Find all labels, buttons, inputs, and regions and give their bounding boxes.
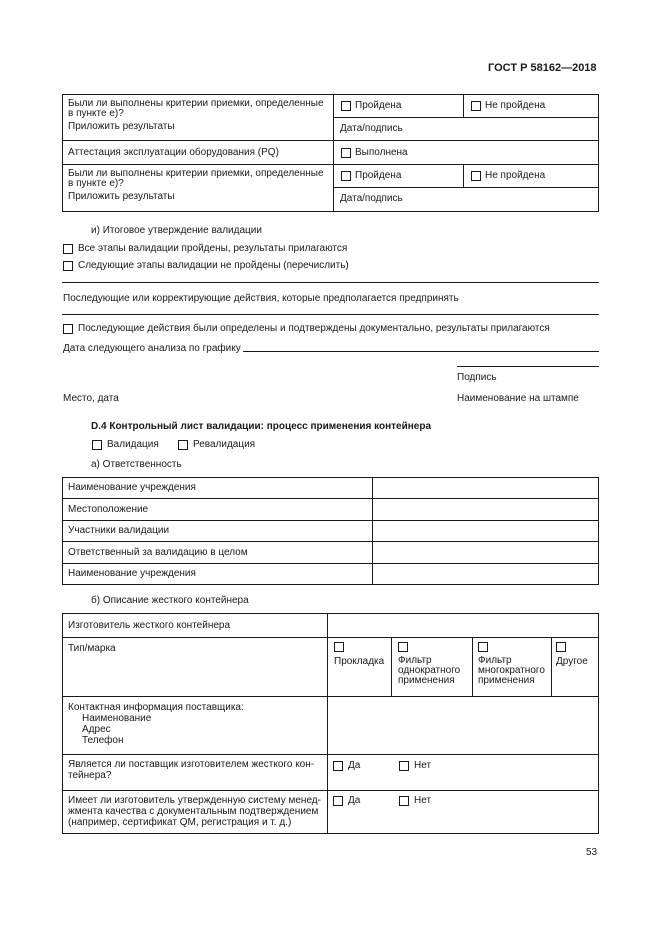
acceptance-question-1: Были ли выполнены критерии приемки, определенные в пункте е)?	[68, 98, 324, 119]
passed-checkbox-2[interactable]	[341, 171, 351, 181]
qm-question: Имеет ли изготовитель утвержденную систему менед- жмента качества с документальным подтверждением (например, сертификат QM, регистрация и т. д.)	[68, 795, 321, 828]
qm-no-label: Нет	[414, 795, 432, 806]
resp-value-cell[interactable]	[374, 479, 596, 497]
stages-list-line[interactable]	[62, 282, 599, 283]
filter-multi-checkbox[interactable]	[478, 642, 488, 652]
date-sign-2: Дата/подпись	[340, 193, 403, 204]
followup-documented-checkbox[interactable]	[63, 324, 73, 334]
resp-value-cell[interactable]	[374, 522, 596, 540]
supplier-yes-label: Да	[348, 760, 361, 771]
resp-row-label: Местоположение	[68, 504, 149, 515]
filter-single-label: Фильтр однократного применения	[398, 655, 461, 686]
signature-label: Подпись	[457, 372, 497, 383]
signature-line[interactable]	[457, 366, 599, 367]
section-d4-title: D.4 Контрольный лист валидации: процесс применения контейнера	[91, 421, 432, 432]
contact-item: Телефон	[82, 735, 124, 746]
resp-value-cell[interactable]	[374, 565, 596, 583]
place-date-label: Место, дата	[63, 393, 119, 404]
revalidation-checkbox[interactable]	[178, 440, 188, 450]
attach-results-1: Приложить результаты	[68, 121, 175, 132]
followup-label: Последующие или корректирующие действия, которые предполагается предпринять	[63, 293, 459, 304]
validation-label: Валидация	[107, 439, 159, 450]
page-number: 53	[586, 847, 598, 858]
pq-label: Аттестация эксплуатации оборудования (PQ)	[68, 147, 279, 158]
not-passed-checkbox-1[interactable]	[471, 101, 481, 111]
contact-value[interactable]	[329, 698, 597, 752]
not-passed-label-1: Не пройдена	[485, 100, 546, 111]
sub-a-title: а) Ответственность	[91, 459, 182, 470]
contact-title: Контактная информация поставщика:	[68, 702, 244, 713]
supplier-no-checkbox[interactable]	[399, 761, 409, 771]
qm-yes-label: Да	[348, 795, 361, 806]
other-checkbox[interactable]	[556, 642, 566, 652]
passed-checkbox-1[interactable]	[341, 101, 351, 111]
supplier-yes-checkbox[interactable]	[333, 761, 343, 771]
supplier-no-label: Нет	[414, 760, 432, 771]
gasket-checkbox[interactable]	[334, 642, 344, 652]
passed-label-2: Пройдена	[355, 170, 402, 181]
qm-no-checkbox[interactable]	[399, 796, 409, 806]
resp-row-label: Участники валидации	[68, 525, 170, 536]
section-i-title: и) Итоговое утверждение валидации	[91, 225, 262, 236]
passed-label-1: Пройдена	[355, 100, 402, 111]
filter-multi-label: Фильтр многократного применения	[478, 655, 545, 686]
attach-results-2: Приложить результаты	[68, 191, 175, 202]
stamp-name-label: Наименование на штампе	[457, 393, 579, 404]
contact-item: Наименование	[82, 713, 152, 724]
done-checkbox[interactable]	[341, 148, 351, 158]
stages-not-passed-checkbox[interactable]	[63, 261, 73, 271]
manufacturer-label: Изготовитель жесткого контейнера	[68, 620, 231, 631]
next-review-label: Дата следующего анализа по графику	[63, 343, 241, 354]
type-brand-label: Тип/марка	[68, 643, 116, 654]
all-stages-passed-label: Все этапы валидации пройдены, результаты прилагаются	[78, 243, 348, 254]
other-label: Другое	[556, 656, 588, 667]
sub-b-title: б) Описание жесткого контейнера	[91, 595, 249, 606]
qm-yes-checkbox[interactable]	[333, 796, 343, 806]
done-label: Выполнена	[355, 147, 408, 158]
revalidation-label: Ревалидация	[193, 439, 256, 450]
not-passed-label-2: Не пройдена	[485, 170, 546, 181]
resp-row-label: Наименование учреждения	[68, 482, 196, 493]
next-review-line[interactable]	[243, 351, 599, 352]
filter-single-checkbox[interactable]	[398, 642, 408, 652]
followup-line[interactable]	[62, 314, 599, 315]
resp-value-cell[interactable]	[374, 500, 596, 518]
validation-checkbox[interactable]	[92, 440, 102, 450]
contact-item: Адрес	[82, 724, 111, 735]
not-passed-checkbox-2[interactable]	[471, 171, 481, 181]
gasket-label: Прокладка	[334, 656, 385, 667]
standard-header: ГОСТ Р 58162—2018	[488, 62, 597, 74]
all-stages-passed-checkbox[interactable]	[63, 244, 73, 254]
acceptance-question-2: Были ли выполнены критерии приемки, определенные в пункте е)?	[68, 168, 324, 189]
supplier-question: Является ли поставщик изготовителем жесткого кон- тейнера?	[68, 759, 315, 781]
resp-row-label: Ответственный за валидацию в целом	[68, 547, 248, 558]
date-sign-1: Дата/подпись	[340, 123, 403, 134]
resp-row-label: Наименование учреждения	[68, 568, 196, 579]
manufacturer-value[interactable]	[329, 615, 597, 636]
followup-documented-label: Последующие действия были определены и подтверждены документально, результаты прилагаются	[78, 323, 550, 334]
stages-not-passed-label: Следующие этапы валидации не пройдены (перечислить)	[78, 260, 349, 271]
resp-value-cell[interactable]	[374, 543, 596, 561]
